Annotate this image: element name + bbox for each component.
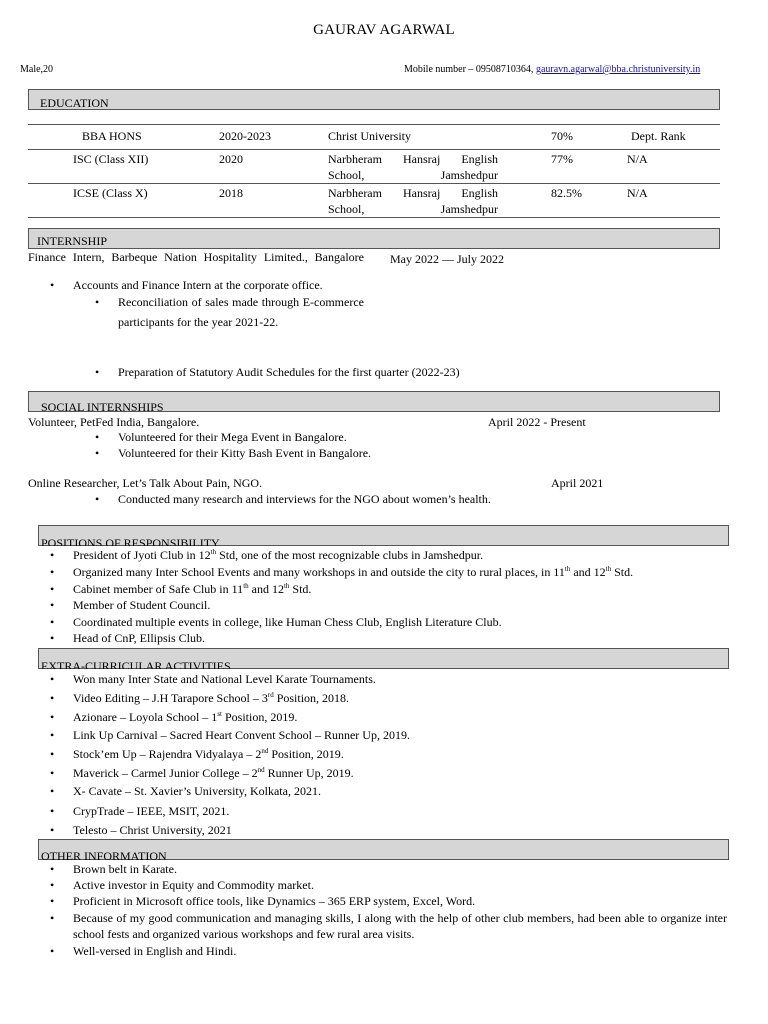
extracurricular-item: • Won many Inter State and National Level Karate Tournaments. <box>73 671 376 687</box>
extracurricular-item: • Link Up Carnival – Sacred Heart Convent School – Runner Up, 2019. <box>73 727 410 743</box>
positions-item: • Member of Student Council. <box>73 597 210 613</box>
education-score: 82.5% <box>551 186 582 200</box>
social-bullet: • Volunteered for their Kitty Bash Event in Bangalore. <box>118 445 371 461</box>
extracurricular-item: • Azionare – Loyola School – 1st Position, 2019. <box>73 709 297 725</box>
social-bullet: • Volunteered for their Mega Event in Bangalore. <box>118 429 347 445</box>
divider <box>28 217 720 218</box>
positions-item: • Organized many Inter School Events and many workshops in and outside the city to rural places, in 11th and 12th Std. <box>73 564 633 580</box>
extracurricular-item: • X- Cavate – St. Xavier’s University, Kolkata, 2021. <box>73 783 321 799</box>
internship-title: INTERNSHIP <box>37 234 108 248</box>
education-course: ISC (Class XII) <box>73 152 149 166</box>
gender-age: Male,20 <box>20 64 54 75</box>
education-title: EDUCATION <box>40 96 109 110</box>
education-institution: Narbheram Hansraj English School, Jamshedpur <box>328 186 498 216</box>
other-item: • Proficient in Microsoft office tools, like Dynamics – 365 ERP system, Excel, Word. <box>73 893 475 909</box>
education-institution: Narbheram Hansraj English School, Jamshedpur <box>328 152 498 182</box>
education-rank: N/A <box>627 152 648 166</box>
education-rank: N/A <box>627 186 648 200</box>
education-rank: Dept. Rank <box>631 129 686 143</box>
mobile-number: Mobile number – 09508710364, <box>404 64 534 75</box>
other-item: • Because of my good communication and managing skills, I along with the help of other club members, had been able to organize inter school fests and organized various workshops and few rural area visits. <box>73 910 727 942</box>
divider <box>28 149 720 150</box>
social-dates: April 2021 <box>551 476 604 490</box>
contact-line <box>404 64 700 75</box>
education-header-bar <box>28 89 720 110</box>
extracurricular-item: • Video Editing – J.H Tarapore School – 3rd Position, 2018. <box>73 690 349 706</box>
other-item: • Active investor in Equity and Commodity market. <box>73 877 314 893</box>
divider <box>28 183 720 184</box>
education-year: 2020 <box>219 152 243 166</box>
social-dates: April 2022 - Present <box>488 415 586 429</box>
divider <box>28 124 720 125</box>
education-course: ICSE (Class X) <box>73 186 148 200</box>
education-institution: Christ University <box>328 129 411 143</box>
positions-item: • Cabinet member of Safe Club in 11th and 12th Std. <box>73 581 311 597</box>
candidate-name: GAURAV AGARWAL <box>313 22 455 38</box>
email-link[interactable]: gauravn.agarwal@bba.christuniversity.in <box>535 64 701 75</box>
extracurricular-item: • Maverick – Carmel Junior College – 2nd Runner Up, 2019. <box>73 765 354 781</box>
extracurricular-item: • Stock’em Up – Rajendra Vidyalaya – 2nd Position, 2019. <box>73 746 344 762</box>
social-role: Volunteer, PetFed India, Bangalore. <box>28 415 200 429</box>
internship-dates: May 2022 — July 2022 <box>390 252 504 266</box>
internship-sub-bullet: • Preparation of Statutory Audit Schedules for the first quarter (2022-23) <box>118 364 460 380</box>
education-year: 2020-2023 <box>219 129 271 143</box>
internship-sub-bullet: • Reconciliation of sales made through E-commerce participants for the year 2021-22. <box>118 293 364 332</box>
internship-role: Finance Intern, Barbeque Nation Hospitality Limited., Bangalore <box>28 250 364 264</box>
social-title: SOCIAL INTERNSHIPS <box>41 400 164 414</box>
education-course: BBA HONS <box>82 129 142 143</box>
other-item: • Well-versed in English and Hindi. <box>73 943 236 959</box>
extracurricular-item: • Telesto – Christ University, 2021 <box>73 822 232 838</box>
other-item: • Brown belt in Karate. <box>73 861 177 877</box>
positions-item: • Head of CnP, Ellipsis Club. <box>73 630 205 646</box>
internship-bullet: • Accounts and Finance Intern at the corporate office. <box>73 277 323 293</box>
other-title: OTHER INFORMATION <box>41 850 167 860</box>
social-bullet: • Conducted many research and interviews for the NGO about women’s health. <box>118 491 491 507</box>
education-year: 2018 <box>219 186 243 200</box>
social-role: Online Researcher, Let’s Talk About Pain, NGO. <box>28 476 263 490</box>
education-score: 70% <box>551 129 573 143</box>
positions-item: • President of Jyoti Club in 12th Std, one of the most recognizable clubs in Jamshedpur. <box>73 547 483 563</box>
education-score: 77% <box>551 152 573 166</box>
extracurricular-item: • CrypTrade – IEEE, MSIT, 2021. <box>73 803 229 819</box>
positions-item: • Coordinated multiple events in college, like Human Chess Club, English Literature Club. <box>73 614 502 630</box>
internship-header-bar <box>28 228 720 249</box>
extracurricular-title: EXTRA-CURRICULAR ACTIVITIES <box>41 660 231 669</box>
positions-title: POSITIONS OF RESPONSIBILITY <box>41 537 220 546</box>
